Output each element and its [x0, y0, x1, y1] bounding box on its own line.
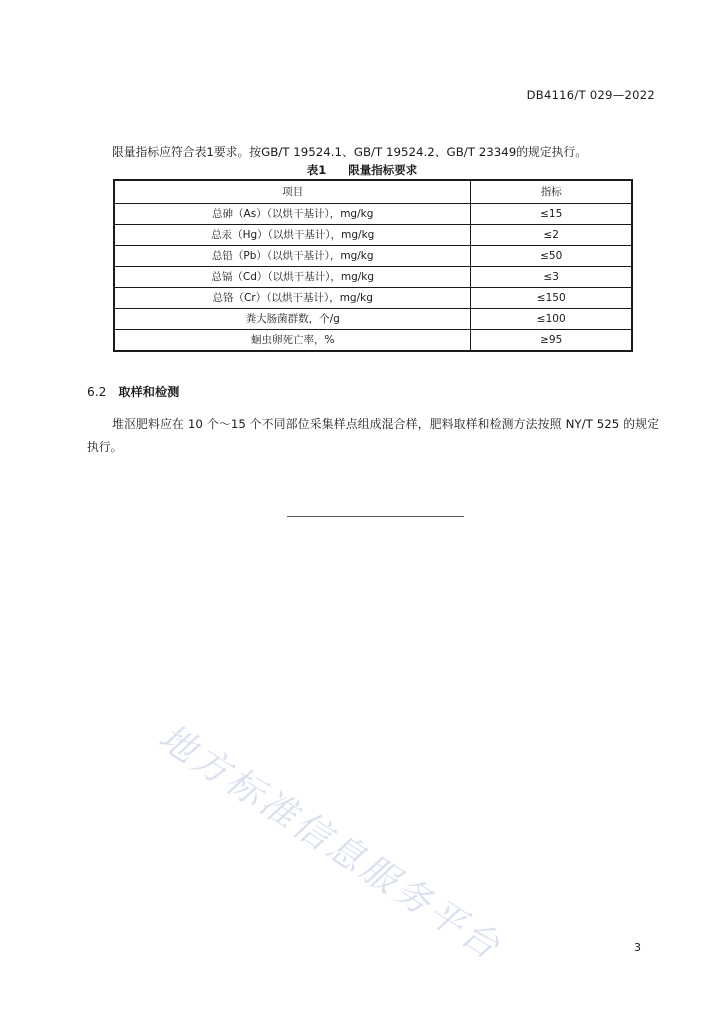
row-item-cell: 总砷（As）（以烘干基计），mg/kg — [114, 204, 471, 225]
row-item-cell: 蛔虫卵死亡率，% — [114, 330, 471, 352]
row-item-cell: 总铅（Pb）（以烘干基计），mg/kg — [114, 246, 471, 267]
section-title: 取样和检测 — [118, 385, 180, 399]
end-divider — [287, 516, 464, 517]
column-header-indicator: 指标 — [471, 180, 632, 204]
table-row — [114, 330, 632, 352]
row-value-cell: ≤100 — [471, 309, 632, 330]
row-item-cell: 总铬（Cr）（以烘干基计），mg/kg — [114, 288, 471, 309]
document-code: DB4116/T 029—2022 — [526, 88, 655, 102]
row-value-cell: ≤2 — [471, 225, 632, 246]
limits-table — [113, 179, 633, 352]
table-row — [114, 267, 632, 288]
row-item-cell: 总汞（Hg）（以烘干基计），mg/kg — [114, 225, 471, 246]
row-value-cell: ≤150 — [471, 288, 632, 309]
row-value-cell: ≤50 — [471, 246, 632, 267]
intro-paragraph: 限量指标应符合表1要求。按GB/T 19524.1、GB/T 19524.2、GB/T 23349的规定执行。 — [112, 145, 588, 159]
section-heading — [87, 383, 179, 400]
table-caption-label: 表1 — [306, 163, 327, 177]
table-row — [114, 204, 632, 225]
section-number: 6.2 — [87, 385, 107, 399]
table-header-row — [114, 180, 632, 204]
table-row — [114, 225, 632, 246]
table-caption — [0, 162, 724, 178]
table-row — [114, 309, 632, 330]
table-row — [114, 246, 632, 267]
column-header-item: 项目 — [114, 180, 471, 204]
row-item-cell: 总镉（Cd）（以烘干基计），mg/kg — [114, 267, 471, 288]
table-row — [114, 288, 632, 309]
row-item-cell: 粪大肠菌群数，个/g — [114, 309, 471, 330]
watermark: 地方标准信息服务平台 — [151, 716, 510, 970]
page-number: 3 — [634, 941, 641, 954]
row-value-cell: ≤3 — [471, 267, 632, 288]
row-value-cell: ≤15 — [471, 204, 632, 225]
section-paragraph: 堆沤肥料应在 10 个～15 个不同部位采集样点组成混合样，肥料取样和检测方法按照 NY/T 525 的规定执行。 — [87, 417, 659, 454]
table-caption-title: 限量指标要求 — [348, 163, 418, 177]
row-value-cell: ≥95 — [471, 330, 632, 352]
